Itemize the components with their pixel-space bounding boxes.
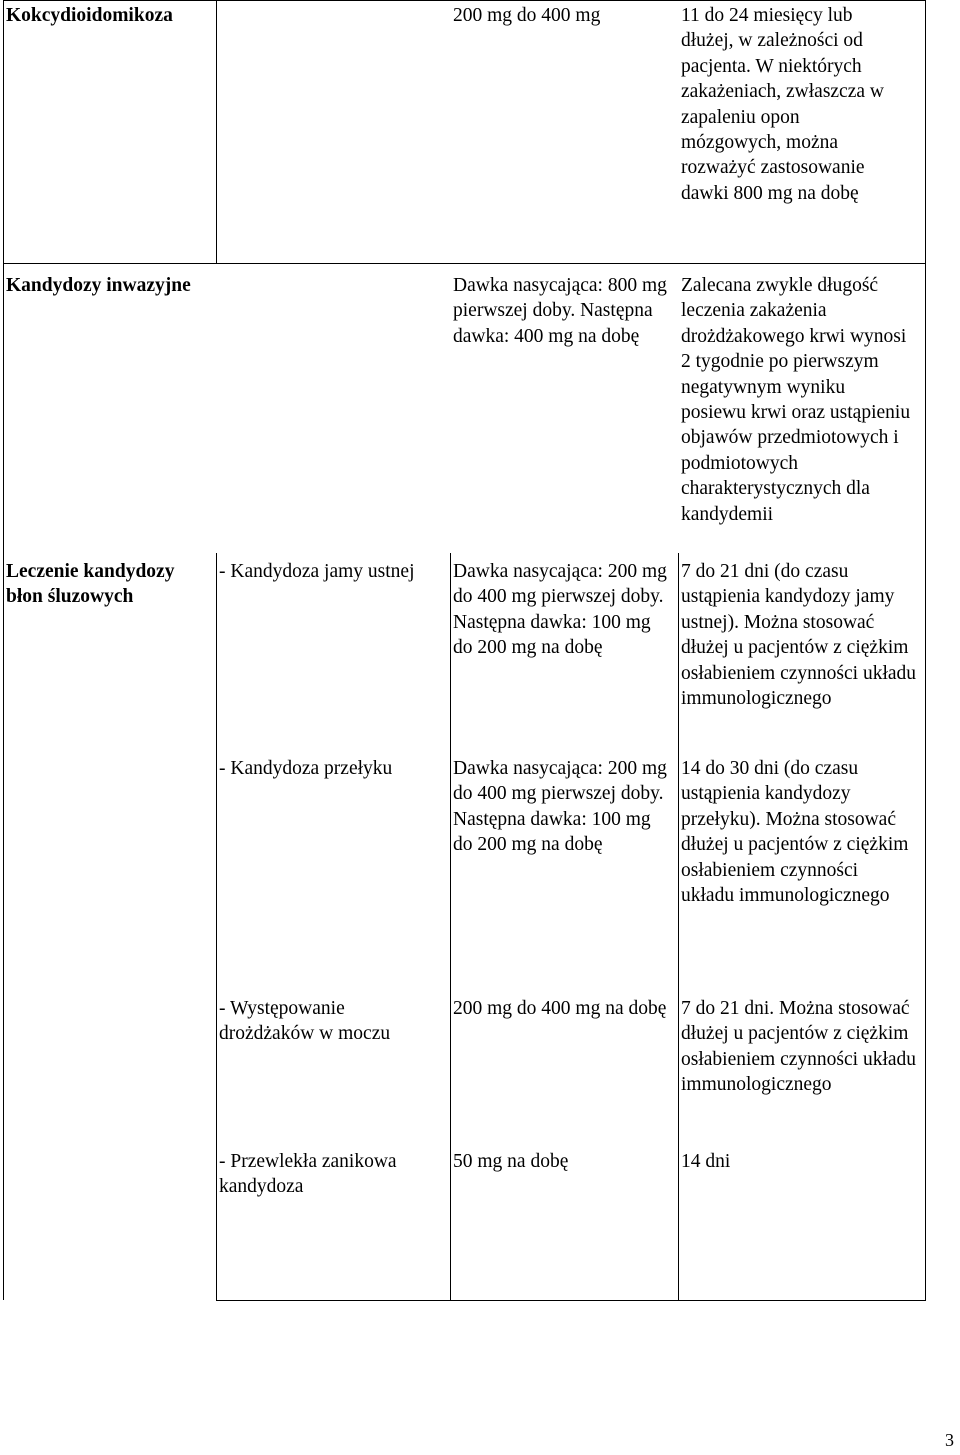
- dose-cell: Dawka nasycająca: 200 mg do 400 mg pierwszej doby. Następna dawka: 100 mg do 200 mg na dobę: [453, 758, 667, 856]
- dose-cell: 50 mg na dobę: [453, 1151, 569, 1172]
- dose-cell: 200 mg do 400 mg na dobę: [453, 998, 667, 1019]
- column-divider: [216, 553, 217, 1300]
- table-border-left: [3, 0, 4, 1300]
- column-divider: [450, 553, 451, 1300]
- row-divider: [3, 263, 926, 264]
- table-border-right: [925, 0, 926, 1300]
- subtype-cell: - Kandydoza jamy ustnej: [219, 561, 415, 582]
- column-divider: [216, 0, 217, 263]
- dose-cell: Dawka nasycająca: 800 mg pierwszej doby. Następna dawka: 400 mg na dobę: [453, 275, 667, 347]
- subtype-cell: - Występowanie drożdżaków w moczu: [219, 998, 391, 1045]
- duration-cell: 7 do 21 dni (do czasu ustąpienia kandydozy jamy ustnej). Można stosować dłużej u pacjentów z ciężkim osłabieniem czynności układu immunologicznego: [681, 561, 917, 710]
- condition-cell: Kandydozy inwazyjne: [6, 275, 191, 296]
- duration-cell: 14 do 30 dni (do czasu ustąpienia kandydozy przełyku). Można stosować dłużej u pacjentów z ciężkim osłabieniem czynności układu immunologicznego: [681, 758, 909, 907]
- duration-cell: 7 do 21 dni. Można stosować dłużej u pacjentów z ciężkim osłabieniem czynności układu immunologicznego: [681, 998, 917, 1096]
- column-divider: [678, 553, 679, 1300]
- duration-cell: Zalecana zwykle długość leczenia zakażenia drożdżakowego krwi wynosi 2 tygodnie po pierwszym negatywnym wyniku posiewu krwi oraz ustąpieniu objawów przedmiotowych i podmiotowych charakterystycznych dla kandydemii: [681, 275, 911, 525]
- condition-cell: Leczenie kandydozy błon śluzowych: [6, 561, 175, 608]
- subtype-cell: - Przewlekła zanikowa kandydoza: [219, 1151, 397, 1198]
- dose-cell: Dawka nasycająca: 200 mg do 400 mg pierwszej doby. Następna dawka: 100 mg do 200 mg na dobę: [453, 561, 667, 659]
- subtype-cell: - Kandydoza przełyku: [219, 758, 393, 779]
- row-divider: [216, 1300, 926, 1301]
- dose-cell: 200 mg do 400 mg: [453, 5, 601, 26]
- duration-cell: 14 dni: [681, 1151, 731, 1172]
- duration-cell: 11 do 24 miesięcy lub dłużej, w zależności od pacjenta. W niektórych zakażeniach, zwłaszcza w zapaleniu opon mózgowych, można rozważyć zastosowanie dawki 800 mg na dobę: [681, 5, 884, 204]
- page-number: 3: [945, 1429, 954, 1450]
- table-border-top: [3, 0, 926, 1]
- condition-cell: Kokcydioidomikoza: [6, 5, 173, 26]
